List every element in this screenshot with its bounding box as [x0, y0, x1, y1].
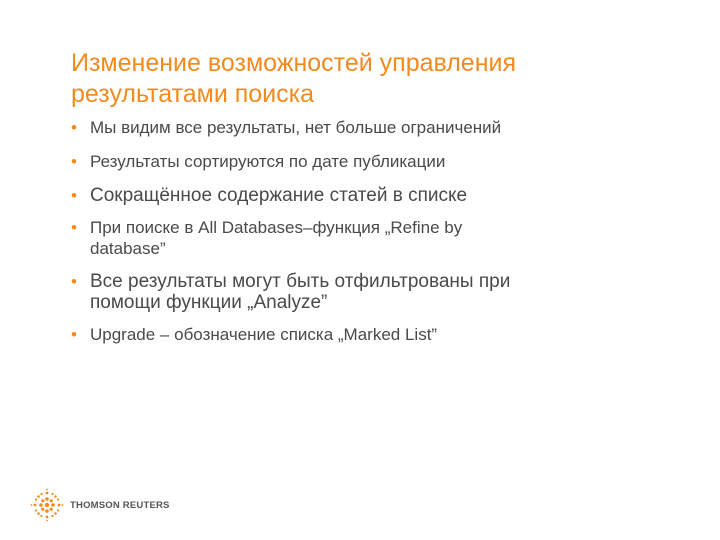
bullet-text: Сокращённое содержание статей в списке — [90, 185, 468, 206]
bullet-dot: • — [71, 118, 77, 137]
thomson-reuters-logo-icon — [30, 488, 64, 522]
bullet-item — [71, 271, 671, 313]
bullet-dot: • — [71, 218, 77, 237]
bullet-text: При поиске в All Databases–функция „Refine by — [90, 218, 463, 237]
bullet-item — [71, 185, 671, 206]
slide-title — [71, 48, 671, 110]
bullet-dot: • — [71, 152, 77, 171]
bullet-text: Результаты сортируются по дате публикации — [90, 152, 446, 171]
bullet-item — [71, 217, 671, 259]
logo-text: THOMSON REUTERS — [70, 499, 170, 511]
bullet-item — [71, 151, 671, 172]
bullet-text: database” — [90, 239, 166, 258]
bullet-text: Upgrade – обозначение списка „Marked List” — [90, 325, 438, 344]
bullet-text: помощи функции „Analyze” — [90, 292, 328, 313]
bullet-text: Мы видим все результаты, нет больше ограничений — [90, 118, 502, 137]
title-line: результатами поиска — [71, 80, 315, 108]
bullet-item — [71, 324, 671, 345]
bullet-dot: • — [71, 272, 77, 291]
title-line: Изменение возможностей управления — [71, 49, 517, 77]
bullet-item — [71, 117, 671, 138]
bullet-list — [71, 117, 671, 345]
thomson-reuters-logo — [30, 488, 170, 522]
bullet-dot: • — [71, 186, 77, 205]
bullet-dot: • — [71, 325, 77, 344]
bullet-text: Все результаты могут быть отфильтрованы при — [90, 271, 511, 292]
